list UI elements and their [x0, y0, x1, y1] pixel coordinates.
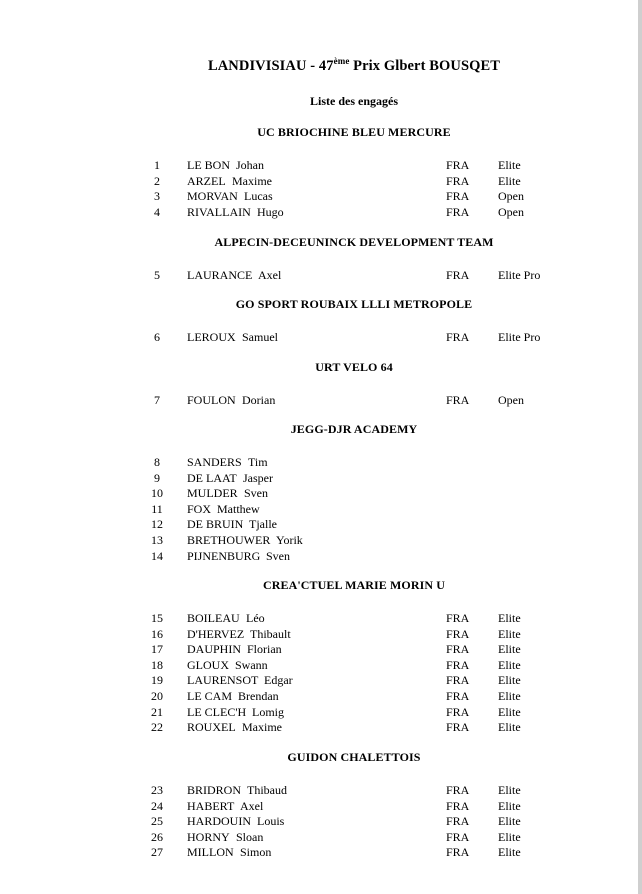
rider-number: 13 — [151, 533, 163, 547]
rider-last-name: SANDERS — [187, 455, 242, 469]
rider-category: Open — [498, 189, 524, 204]
rider-nationality: FRA — [446, 673, 470, 688]
rider-category: Elite — [498, 783, 521, 797]
team-header: JEGG-DJR ACADEMY — [290, 422, 418, 436]
rider-category: Elite — [498, 657, 521, 672]
rider-last-name: FOX — [187, 501, 212, 516]
rider-first-name: Thibault — [250, 626, 291, 641]
rider-first-name: Dorian — [242, 393, 276, 407]
rider-first-name: Edgar — [264, 673, 293, 688]
rider-number: 24 — [151, 798, 163, 813]
rider-last-name: LAURANCE — [187, 268, 253, 282]
rider-first-name: Sven — [266, 548, 290, 563]
rider-row — [0, 173, 638, 189]
rider-number: 19 — [151, 673, 163, 688]
rider-first-name: Florian — [247, 642, 282, 657]
rider-first-name: Matthew — [217, 501, 260, 516]
rider-nationality: FRA — [446, 626, 470, 641]
rider-category: Elite — [498, 158, 521, 172]
rider-number: 14 — [151, 548, 163, 563]
team-header: UC BRIOCHINE BLEU MERCURE — [257, 125, 451, 139]
rider-row — [0, 829, 638, 845]
rider-nationality: FRA — [446, 814, 470, 829]
rider-number: 6 — [154, 330, 160, 344]
rider-nationality: FRA — [446, 611, 470, 625]
rider-row — [0, 626, 638, 642]
title-superscript: ème — [333, 56, 350, 66]
rider-first-name: Axel — [258, 268, 282, 282]
rider-nationality: FRA — [446, 783, 470, 797]
rider-row — [0, 532, 638, 548]
rider-first-name: Lomig — [252, 704, 284, 719]
rider-first-name: Louis — [257, 814, 285, 829]
rider-number: 26 — [151, 829, 163, 844]
rider-category: Elite — [498, 720, 521, 735]
rider-row — [0, 157, 638, 173]
rider-nationality: FRA — [446, 189, 470, 204]
rider-row — [0, 329, 638, 345]
rider-nationality: FRA — [446, 720, 470, 735]
rider-number: 25 — [151, 814, 163, 829]
rider-category: Open — [498, 393, 524, 407]
rider-last-name: RIVALLAIN — [187, 204, 251, 219]
rider-row — [0, 485, 638, 501]
rider-row — [0, 813, 638, 829]
team-header: GO SPORT ROUBAIX LLLI METROPOLE — [235, 297, 473, 311]
rider-number: 1 — [154, 158, 160, 172]
rider-number: 18 — [151, 657, 163, 672]
rider-nationality: FRA — [446, 330, 470, 344]
rider-last-name: HARDOUIN — [187, 814, 251, 829]
rider-row — [0, 782, 638, 798]
rider-nationality: FRA — [446, 158, 470, 172]
rider-last-name: BRIDRON — [187, 783, 242, 797]
rider-last-name: ARZEL — [187, 173, 226, 188]
rider-last-name: DE LAAT — [187, 470, 237, 485]
rider-number: 27 — [151, 845, 163, 860]
rider-last-name: MULDER — [187, 486, 238, 501]
rider-first-name: Brendan — [238, 689, 279, 703]
rider-first-name: Sven — [244, 486, 268, 501]
rider-category: Elite — [498, 704, 521, 719]
rider-last-name: MORVAN — [187, 189, 238, 204]
rider-last-name: HABERT — [187, 798, 235, 813]
rider-last-name: GLOUX — [187, 657, 229, 672]
rider-first-name: Axel — [240, 798, 264, 813]
rider-number: 8 — [154, 455, 160, 469]
rider-number: 12 — [151, 517, 163, 532]
rider-nationality: FRA — [446, 393, 470, 407]
rider-number: 7 — [154, 393, 160, 407]
team-header: CREA'CTUEL MARIE MORIN U — [262, 578, 446, 592]
rider-row — [0, 392, 638, 408]
rider-last-name: LE CLEC'H — [187, 704, 247, 719]
rider-nationality: FRA — [446, 173, 470, 188]
rider-first-name: Swann — [235, 657, 268, 672]
rider-category: Open — [498, 204, 524, 219]
rider-last-name: FOULON — [187, 393, 236, 407]
rider-number: 9 — [154, 470, 160, 485]
team-header: URT VELO 64 — [315, 360, 393, 374]
rider-nationality: FRA — [446, 268, 470, 282]
rider-category: Elite — [498, 611, 521, 625]
rider-row — [0, 844, 638, 860]
rider-row — [0, 516, 638, 532]
rider-number: 21 — [151, 704, 163, 719]
rider-row — [0, 610, 638, 626]
page-edge — [638, 0, 642, 894]
title-prefix: LANDIVISIAU - 47 — [207, 58, 334, 74]
rider-row — [0, 704, 638, 720]
rider-category: Elite Pro — [498, 330, 541, 344]
rider-first-name: Yorik — [276, 533, 303, 547]
rider-nationality: FRA — [446, 798, 470, 813]
rider-last-name: LE CAM — [187, 689, 232, 703]
rider-last-name: HORNY — [187, 829, 230, 844]
rider-row — [0, 267, 638, 283]
rider-number: 15 — [151, 611, 163, 625]
rider-row — [0, 672, 638, 688]
rider-nationality: FRA — [446, 642, 470, 657]
rider-category: Elite — [498, 829, 521, 844]
rider-number: 22 — [151, 720, 163, 735]
rider-category: Elite — [498, 845, 521, 860]
rider-row — [0, 188, 638, 204]
team-header: ALPECIN-DECEUNINCK DEVELOPMENT TEAM — [214, 235, 494, 249]
page-subtitle: Liste des engagés — [310, 94, 398, 108]
rider-last-name: LE BON — [187, 158, 230, 172]
rider-first-name: Lucas — [244, 189, 273, 204]
title-suffix: Prix Glbert BOUSQET — [349, 58, 501, 74]
rider-category: Elite — [498, 642, 521, 657]
rider-last-name: MILLON — [187, 845, 234, 860]
rider-row — [0, 641, 638, 657]
rider-first-name: Maxime — [232, 173, 272, 188]
rider-nationality: FRA — [446, 689, 470, 703]
rider-number: 4 — [154, 204, 160, 219]
rider-last-name: ROUXEL — [187, 720, 236, 735]
rider-first-name: Tjalle — [249, 517, 277, 532]
rider-first-name: Samuel — [242, 330, 278, 344]
rider-last-name: BOILEAU — [187, 611, 240, 625]
rider-number: 11 — [151, 501, 163, 516]
rider-number: 3 — [154, 189, 160, 204]
rider-last-name: PIJNENBURG — [187, 548, 261, 563]
rider-category: Elite — [498, 798, 521, 813]
rider-row — [0, 688, 638, 704]
team-header: GUIDON CHALETTOIS — [287, 750, 421, 764]
rider-last-name: D'HERVEZ — [187, 626, 245, 641]
rider-row — [0, 798, 638, 814]
rider-number: 2 — [154, 173, 160, 188]
rider-category: Elite — [498, 626, 521, 641]
rider-last-name: LAURENSOT — [187, 673, 259, 688]
rider-number: 20 — [151, 689, 163, 703]
rider-last-name: BRETHOUWER — [187, 533, 271, 547]
rider-first-name: Hugo — [257, 204, 284, 219]
rider-number: 23 — [151, 783, 163, 797]
rider-row — [0, 548, 638, 564]
rider-row — [0, 470, 638, 486]
rider-category: Elite — [498, 689, 521, 703]
rider-nationality: FRA — [446, 829, 470, 844]
rider-nationality: FRA — [446, 704, 470, 719]
rider-last-name: DE BRUIN — [187, 517, 244, 532]
rider-first-name: Tim — [248, 455, 268, 469]
rider-row — [0, 719, 638, 735]
rider-first-name: Jasper — [243, 470, 273, 485]
rider-first-name: Léo — [246, 611, 265, 625]
rider-first-name: Johan — [236, 158, 264, 172]
rider-category: Elite — [498, 814, 521, 829]
rider-category: Elite — [498, 173, 521, 188]
rider-last-name: DAUPHIN — [187, 642, 241, 657]
page-title — [0, 58, 642, 75]
rider-row — [0, 501, 638, 517]
rider-nationality: FRA — [446, 204, 470, 219]
rider-first-name: Sloan — [236, 829, 264, 844]
rider-row — [0, 454, 638, 470]
rider-number: 10 — [151, 486, 163, 501]
rider-number: 16 — [151, 626, 163, 641]
rider-first-name: Thibaud — [247, 783, 287, 797]
rider-first-name: Maxime — [242, 720, 282, 735]
rider-category: Elite Pro — [498, 268, 541, 282]
rider-row — [0, 657, 638, 673]
rider-last-name: LEROUX — [187, 330, 236, 344]
rider-category: Elite — [498, 673, 521, 688]
rider-first-name: Simon — [240, 845, 272, 860]
rider-nationality: FRA — [446, 657, 470, 672]
rider-nationality: FRA — [446, 845, 470, 860]
rider-number: 17 — [151, 642, 163, 657]
rider-row — [0, 204, 638, 220]
rider-number: 5 — [154, 268, 160, 282]
